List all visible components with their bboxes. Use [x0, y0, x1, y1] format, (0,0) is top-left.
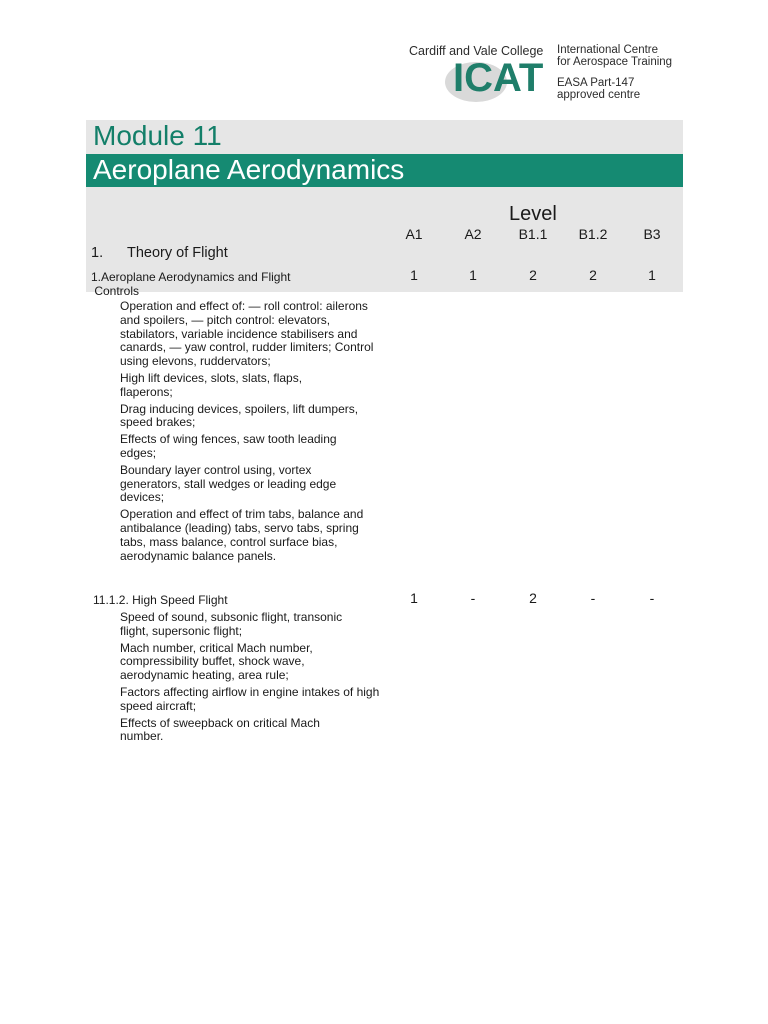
row-title [91, 270, 290, 298]
row-items [120, 611, 380, 747]
row-title-line: 11.1.2. High Speed Flight [93, 593, 228, 607]
level-b3: - [649, 590, 655, 606]
section-title: Theory of Flight [127, 245, 228, 261]
logo-text: ICAT [453, 56, 544, 100]
module-title-band [86, 120, 683, 154]
level-heading: Level [509, 203, 557, 225]
college-name: Cardiff and Vale College [409, 44, 544, 58]
level-b12: - [590, 590, 596, 606]
module-title: Module 11 [93, 120, 222, 151]
level-a2: - [470, 590, 476, 606]
level-b11: 2 [529, 267, 537, 283]
list-item: Mach number, critical Mach number, compressibility buffet, shock wave, aerodynamic heating, area rule; [120, 640, 313, 683]
section-number: 1. [91, 245, 104, 261]
list-item: Drag inducing devices, spoilers, lift dumpers, speed brakes; [120, 401, 359, 430]
header-logo [405, 42, 695, 104]
list-item: Operation and effect of trim tabs, balance and antibalance (leading) tabs, servo tabs, spring tabs, mass balance, control surface bias, aerodynamic balance panels. [120, 507, 364, 563]
level-a2: 1 [469, 267, 477, 283]
list-item: Boundary layer control using, vortex generators, stall wedges or leading edge devices; [120, 462, 337, 505]
list-item: Speed of sound, subsonic flight, transonic flight, supersonic flight; [120, 610, 343, 638]
caption-line: EASA Part-147 [557, 77, 635, 89]
level-b11: 2 [529, 590, 537, 606]
caption-line: International Centre [557, 44, 659, 56]
list-item: Effects of sweepback on critical Mach number. [120, 715, 320, 744]
column-header-b3: B3 [643, 226, 661, 242]
level-b3: 1 [648, 267, 656, 283]
logo-caption [557, 44, 672, 101]
level-a1: 1 [410, 267, 418, 283]
list-item: Effects of wing fences, saw tooth leading edges; [120, 432, 337, 460]
caption-line: approved centre [557, 89, 641, 101]
column-header-a2: A2 [464, 226, 482, 242]
column-header-b12: B1.2 [578, 226, 608, 242]
row-items [120, 300, 380, 566]
section-heading [91, 245, 228, 261]
level-b12: 2 [589, 267, 597, 283]
module-subtitle: Aeroplane Aerodynamics [93, 154, 405, 185]
row-title-line: 1.Aeroplane Aerodynamics and Flight [91, 270, 291, 284]
caption-line: for Aerospace Training [557, 56, 673, 68]
list-item: High lift devices, slots, slats, flaps, flaperons; [120, 370, 303, 399]
column-header-b11: B1.1 [518, 226, 548, 242]
icat-logo [445, 56, 555, 102]
list-item: Factors affecting airflow in engine intakes of high speed aircraft; [120, 684, 380, 713]
column-header-a1: A1 [405, 226, 423, 242]
row-title-line: Controls [91, 284, 140, 298]
row-title [93, 593, 228, 607]
list-item: Operation and effect of: — roll control: ailerons and spoilers, — pitch control: elevators, stabilators, variable incidence stabilisers and canards, — yaw control, rudder limiters; Control using elevons, ruddervators; [120, 299, 374, 369]
level-a1: 1 [410, 590, 418, 606]
module-subtitle-band [86, 154, 683, 187]
